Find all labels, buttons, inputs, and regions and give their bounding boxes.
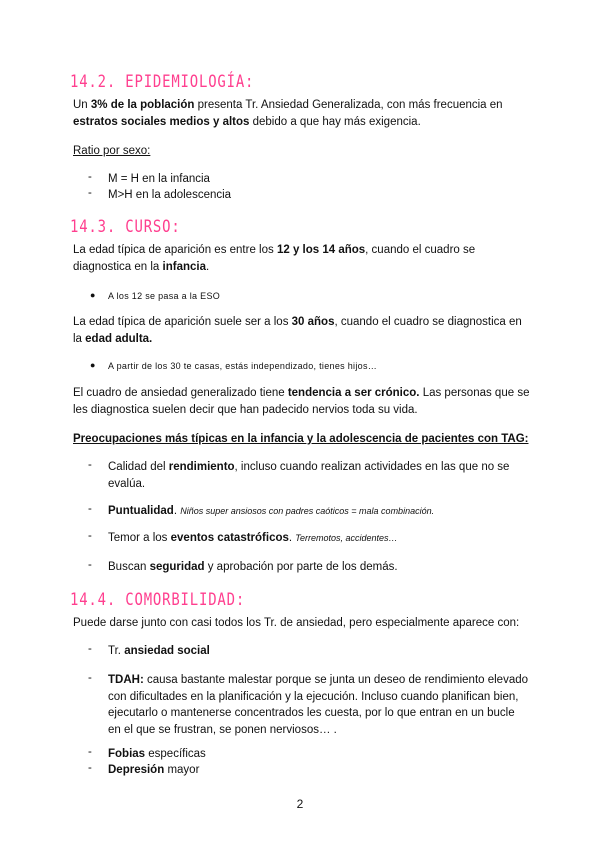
list-dash: - [88, 762, 92, 774]
paragraph-age-childhood: La edad típica de aparición es entre los 12 y los 14 años, cuando el cuadro se diagnostica en la infancia. [73, 244, 476, 273]
paragraph-chronic: El cuadro de ansiedad generalizado tiene tendencia a ser crónico. Las personas que se les diagnostica suelen decir que han padecido nervios toda su vida. [73, 387, 530, 416]
list-dash: - [88, 746, 92, 758]
list-item: TDAH: causa bastante malestar porque se junta un deseo de rendimiento elevado con dificultades en la planificación y la ejecución. Incluso cuando planifican bien, ejecutarlo o mantenerse concentrados les cuesta, por lo que entran en un bucle en el que se frustran, se ponen nerviosos… . [108, 674, 529, 736]
list-dash: - [88, 503, 92, 515]
list-item: Fobias específicas [108, 748, 206, 760]
list-item: Temor a los eventos catastróficos. Terremotos, accidentes… [108, 532, 398, 544]
list-item: M>H en la adolescencia [108, 189, 232, 201]
list-dash: - [88, 171, 92, 183]
list-item: Depresión mayor [108, 764, 200, 776]
list-dash: - [88, 187, 92, 199]
list-dash: - [88, 530, 92, 542]
heading-comorbilidad: 14.4. COMORBILIDAD: [70, 590, 246, 610]
heading-curso: 14.3. CURSO: [70, 217, 181, 237]
list-item: Tr. ansiedad social [108, 645, 210, 657]
bullet: ● [90, 360, 96, 370]
bullet: ● [90, 290, 96, 300]
paragraph-prevalence: Un 3% de la población presenta Tr. Ansiedad Generalizada, con más frecuencia en estratos sociales medios y altos debido a que hay más exigencia. [73, 99, 503, 128]
preocupaciones-title: Preocupaciones más típicas en la infancia y la adolescencia de pacientes con TAG: [73, 433, 529, 445]
list-item: Calidad del rendimiento, incluso cuando realizan actividades en las que no se evalúa. [108, 461, 510, 490]
list-dash: - [88, 459, 92, 471]
heading-epidemiologia: 14.2. EPIDEMIOLOGÍA: [70, 72, 255, 92]
bullet-item: A los 12 se pasa a la ESO [108, 291, 221, 301]
ratio-label: Ratio por sexo: [73, 145, 151, 157]
list-dash: - [88, 672, 92, 684]
list-item: Puntualidad. Niños super ansiosos con padres caóticos = mala combinación. [108, 505, 435, 517]
paragraph-comorbilidad: Puede darse junto con casi todos los Tr. de ansiedad, pero especialmente aparece con: [73, 617, 520, 629]
list-dash: - [88, 643, 92, 655]
list-dash: - [88, 559, 92, 571]
list-item: M = H en la infancia [108, 173, 210, 185]
list-item: Buscan seguridad y aprobación por parte de los demás. [108, 561, 398, 573]
page-number: 2 [296, 797, 304, 811]
bullet-item: A partir de los 30 te casas, estás independizado, tienes hijos… [108, 361, 378, 371]
paragraph-age-adult: La edad típica de aparición suele ser a los 30 años, cuando el cuadro se diagnostica en la edad adulta. [73, 316, 522, 345]
